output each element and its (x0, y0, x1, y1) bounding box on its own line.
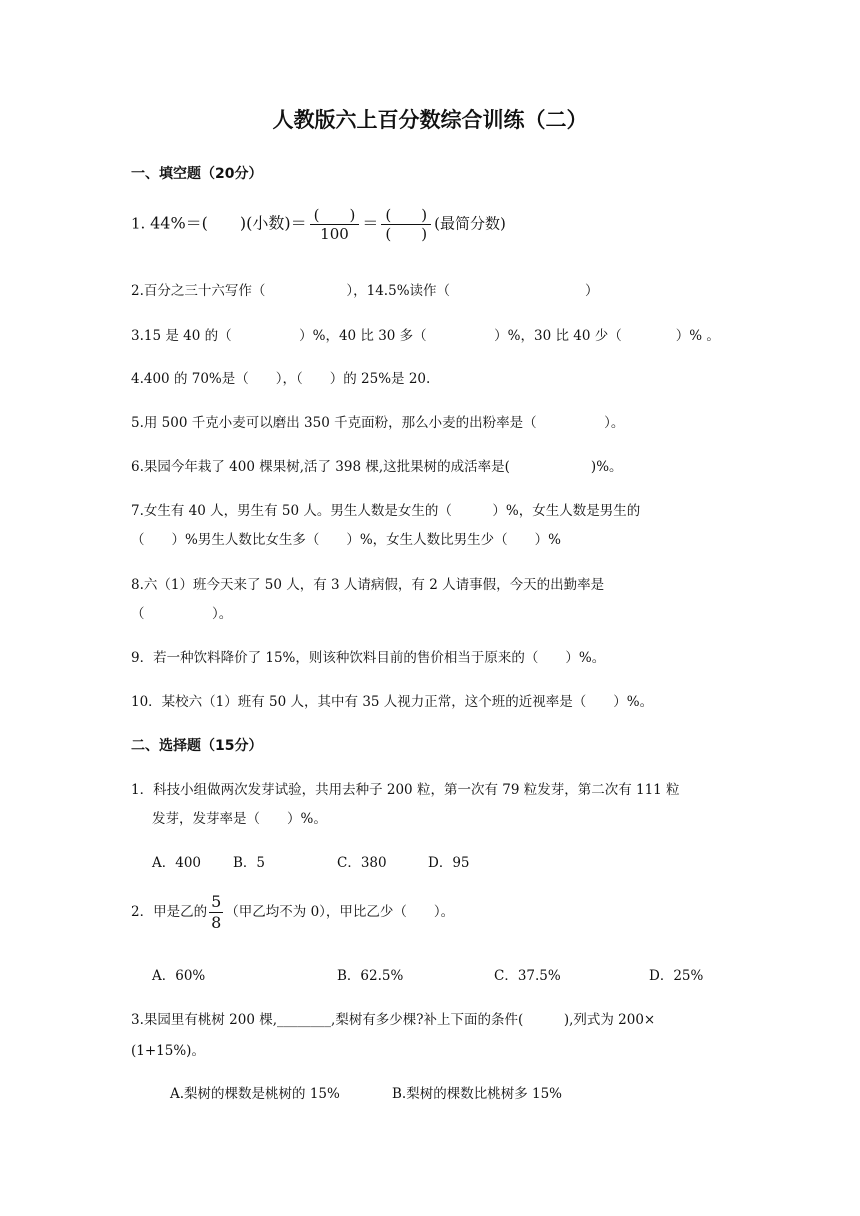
choice-1-option-b: B．5 (233, 855, 266, 871)
section-fill-blank-heading: 一、填空题（20分） (131, 166, 263, 182)
question-8-line-2: （ ）。 (131, 606, 233, 622)
q1-prefix: 1. (131, 214, 146, 233)
q1-fraction-2-numerator: ( ) (381, 206, 431, 225)
choice-2-option-c: C．37.5% (494, 968, 561, 984)
choice-2-pre: 2．甲是乙的 (131, 904, 208, 920)
choice-2-option-b: B．62.5% (337, 968, 404, 984)
question-7-line-1: 7.女生有 40 人，男生有 50 人。男生人数是女生的（ ）%，女生人数是男生的 (131, 503, 641, 519)
choice-2-option-d: D．25% (649, 968, 704, 984)
choice-2-fraction (209, 892, 223, 933)
choice-3-line-1: 3.果园里有桃树 200 棵,________,梨树有多少棵?补上下面的条件( ),列式为 200× (131, 1012, 656, 1028)
choice-1-option-d: D．95 (428, 855, 470, 871)
q1-fraction-1 (310, 206, 360, 243)
choice-3-option-a: A.梨树的棵数是桃树的 15% (170, 1086, 340, 1102)
question-4: 4.400 的 70%是（ ），（ ）的 25%是 20. (131, 371, 431, 387)
q1-lead: 44%＝( )(小数)＝ (150, 213, 307, 233)
question-1-fill (131, 206, 506, 243)
choice-1-line-1: 1．科技小组做两次发芽试验，共用去种子 200 粒，第一次有 79 粒发芽，第二次有 111 粒 (131, 782, 680, 798)
question-3: 3.15 是 40 的（ ）%，40 比 30 多（ ）%，30 比 40 少（ ）% 。 (131, 328, 720, 344)
choice-2-fraction-denominator: 8 (211, 913, 222, 932)
question-5: 5.用 500 千克小麦可以磨出 350 千克面粉，那么小麦的出粉率是（ ）。 (131, 415, 625, 431)
question-10: 10．某校六（1）班有 50 人，其中有 35 人视力正常，这个班的近视率是（ ）%。 (131, 694, 654, 710)
q1-fraction-2 (381, 206, 431, 243)
q1-fraction-1-numerator: ( ) (310, 206, 360, 225)
q1-fraction-1-denominator: 100 (320, 225, 349, 243)
question-9: 9．若一种饮料降价了 15%，则该种饮料目前的售价相当于原来的（ ）%。 (131, 650, 606, 666)
q1-fraction-2-denominator: ( ) (385, 225, 428, 243)
choice-1-option-a: A．400 (152, 855, 202, 871)
section-choice-heading: 二、选择题（15分） (131, 738, 263, 754)
question-2: 2.百分之三十六写作（ ），14.5%读作（ ） (131, 283, 599, 299)
choice-2-post: （甲乙均不为 0），甲比乙少（ ）。 (225, 904, 455, 920)
choice-1-option-c: C．380 (337, 855, 387, 871)
choice-1-line-2: 发芽，发芽率是（ ）%。 (152, 811, 327, 827)
question-8-line-1: 8.六（1）班今天来了 50 人，有 3 人请病假，有 2 人请事假，今天的出勤率是 (131, 577, 605, 593)
question-6: 6.果园今年栽了 400 棵果树,活了 398 棵,这批果树的成活率是( )%。 (131, 459, 623, 475)
choice-3-line-2: (1+15%)。 (131, 1043, 205, 1059)
choice-3-option-b: B.梨树的棵数比桃树多 15% (392, 1086, 563, 1102)
q1-equals: ＝ (362, 213, 379, 233)
choice-2-option-a: A．60% (152, 968, 206, 984)
q1-tail: (最简分数) (434, 214, 506, 233)
choice-2-fraction-numerator: 5 (211, 892, 222, 911)
question-7-line-2: （ ）%男生人数比女生多（ ）%，女生人数比男生少（ ）% (131, 532, 561, 548)
choice-2 (131, 892, 454, 933)
page-title: 人教版六上百分数综合训练（二） (272, 108, 588, 132)
